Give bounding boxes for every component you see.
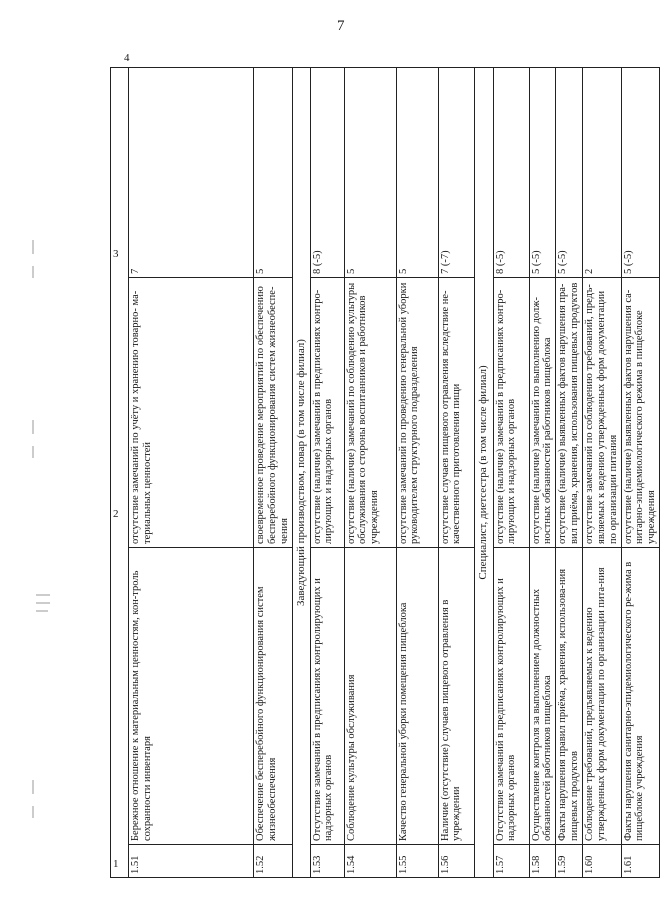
criterion-cell: отсутствие замечаний по проведению генеральной уборки руководителем структурного подразделения — [396, 278, 438, 548]
indicator-cell: Качество генеральной уборки помещения пищеблока — [396, 548, 438, 845]
row-1-58 — [529, 68, 556, 878]
criterion-cell: отсутствие замечаний по учёту и хранению товарно- ма-териальных ценностей — [129, 278, 254, 548]
row-1-52 — [254, 68, 293, 878]
section-title: Заведующий производством, повар (в том числе филиал) — [292, 68, 310, 878]
row-number: 1.53 — [310, 845, 344, 878]
row-number: 1.59 — [556, 845, 583, 878]
row-1-60 — [583, 68, 622, 878]
criterion-cell: отсутствие (наличие) замечаний в предписаниях контро-лирующих и надзорных органов — [493, 278, 529, 548]
score-cell: 8 (-5) — [310, 68, 344, 278]
score-cell: 5 — [396, 68, 438, 278]
score-cell: 8 (-5) — [493, 68, 529, 278]
row-number: 1.56 — [438, 845, 474, 878]
row-number: 1.57 — [493, 845, 529, 878]
row-number: 1.61 — [621, 845, 660, 878]
indicator-cell: Отсутствие замечаний в предписаниях контролирующих и надзорных органов — [310, 548, 344, 845]
section-row-dietitian — [474, 68, 493, 878]
row-1-57 — [493, 68, 529, 878]
indicator-cell: Факты нарушения правил приёма, хранения, использова-ния пищевых продуктов — [556, 548, 583, 845]
criterion-cell: отсутствие (наличие) замечаний по выполнению долж-ностных обязанностей работников пищеблока — [529, 278, 556, 548]
column-header-1: 1 — [113, 858, 119, 870]
criterion-cell: своевременное проведение мероприятий по обеспечению бесперебойного функционирования систем жизнеобеспе-чения — [254, 278, 293, 548]
indicator-cell: Осуществление контроля за выполнением должностных обязанностей работников пищеблока — [529, 548, 556, 845]
score-cell: 7 (-7) — [438, 68, 474, 278]
row-1-61 — [621, 68, 660, 878]
row-number: 1.54 — [344, 845, 396, 878]
indicator-cell: Соблюдение культуры обслуживания — [344, 548, 396, 845]
criterion-cell: отсутствие случаев пищевого отравления вследствие не-качественного приготовления пищи — [438, 278, 474, 548]
row-number: 1.60 — [583, 845, 622, 878]
row-1-54 — [344, 68, 396, 878]
indicator-cell: Бережное отношение к материальным ценностям, кон-троль сохранности инвентаря — [129, 548, 254, 845]
row-1-53 — [310, 68, 344, 878]
table-top-margin — [111, 68, 129, 878]
score-cell: 5 (-5) — [556, 68, 583, 278]
column-header-3: 3 — [113, 248, 119, 260]
row-number: 1.52 — [254, 845, 293, 878]
score-cell: 5 (-5) — [529, 68, 556, 278]
criterion-cell: отсутствие (наличие) замечаний по соблюдению культуры обслуживания со стороны воспитанников и работников учреждения — [344, 278, 396, 548]
row-1-51 — [129, 68, 254, 878]
row-number: 1.55 — [396, 845, 438, 878]
criterion-cell: отсутствие (наличие) выявленных фактов нарушения пра-вил приёма, хранения, использования пищевых продуктов — [556, 278, 583, 548]
score-cell: 5 — [344, 68, 396, 278]
indicator-cell: Факты нарушения санитарно-эпидемиологического ре-жима в пищеблоке учреждения — [621, 548, 660, 845]
row-1-55 — [396, 68, 438, 878]
indicator-cell: Соблюдение требований, предъявляемых к ведению утвержденных форм документации по организации пита-ния — [583, 548, 622, 845]
criterion-cell: отсутствие замечаний по соблюдению требований, предъ-являемых к ведению утвержденных форм документации по организации питания — [583, 278, 622, 548]
score-cell: 5 — [254, 68, 293, 278]
criteria-table — [110, 67, 660, 878]
score-cell: 2 — [583, 68, 622, 278]
criterion-cell: отсутствие (наличие) замечаний в предписаниях контро-лирующих и надзорных органов — [310, 278, 344, 548]
section-title: Специалист, диетсестра (в том числе филиал) — [474, 68, 493, 878]
row-number: 1.51 — [129, 845, 254, 878]
page-number: 7 — [337, 18, 345, 34]
indicator-cell: Обеспечение бесперебойного функционирования систем жизнеобеспечения — [254, 548, 293, 845]
column-header-2: 2 — [113, 508, 119, 520]
row-number: 1.58 — [529, 845, 556, 878]
score-cell: 5 (-5) — [621, 68, 660, 278]
column-header-4: 4 — [124, 52, 130, 64]
score-cell: 7 — [129, 68, 254, 278]
indicator-cell: Наличие (отсутствие) случаев пищевого отравления в учреждении — [438, 548, 474, 845]
section-row-production-chief — [292, 68, 310, 878]
indicator-cell: Отсутствие замечаний в предписаниях контролирующих и надзорных органов — [493, 548, 529, 845]
criterion-cell: отсутствие (наличие) выявленных фактов нарушения са-нитарно-эпидемиологического режима в пищеблоке учреждения — [621, 278, 660, 548]
rotated-table-container — [110, 68, 658, 878]
row-1-59 — [556, 68, 583, 878]
column-header-strip — [110, 52, 528, 65]
row-1-56 — [438, 68, 474, 878]
